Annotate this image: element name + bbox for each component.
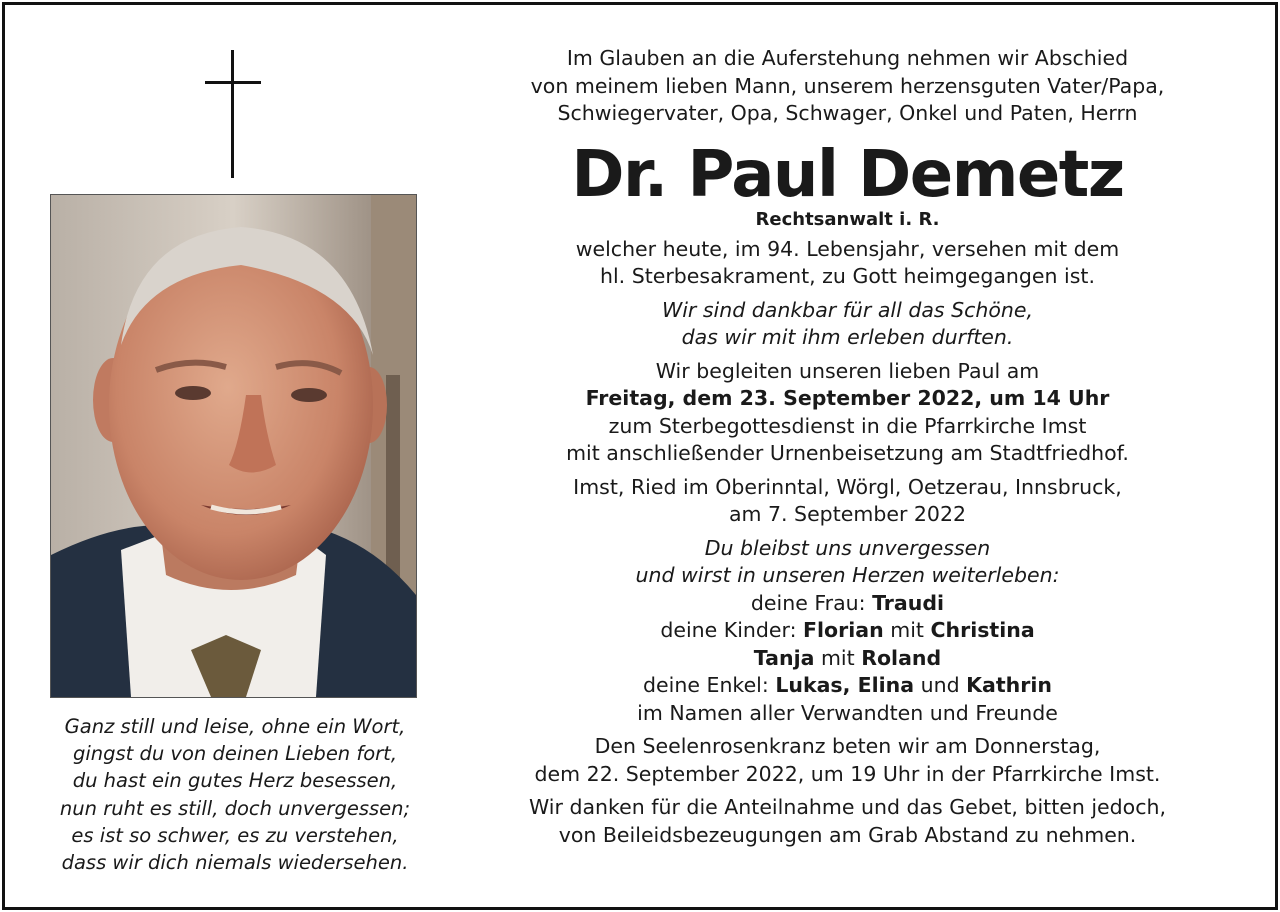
poem-line: dass wir dich niemals wiedersehen. — [61, 851, 409, 875]
funeral-date: Freitag, dem 23. September 2022, um 14 Uhr — [585, 386, 1110, 410]
mourner-children: deine Kinder: Florian mit Christina — [660, 618, 1035, 642]
place-date: Imst, Ried im Oberinntal, Wörgl, Oetzerau, Innsbruck, am 7. September 2022 — [573, 474, 1122, 526]
deceased-name: Dr. Paul Demetz — [571, 137, 1124, 212]
rosary-info: Den Seelenrosenkranz beten wir am Donnerstag, dem 22. September 2022, um 19 Uhr in der Pfarrkirche Imst. — [534, 734, 1161, 786]
mourner-relatives: im Namen aller Verwandten und Freunde — [637, 700, 1058, 725]
funeral-info: Wir begleiten unseren lieben Paul am Freitag, dem 23. September 2022, um 14 Uhr zum Sterbegottesdienst in die Pfarrkirche Imst mit anschließender Urnenbeisetzung am Stadtfriedhof. — [485, 358, 1210, 468]
latin-cross-icon — [205, 50, 261, 178]
memorial-poem — [25, 713, 445, 876]
portrait-photo — [50, 194, 417, 698]
mourners-list — [485, 590, 1210, 728]
poem-line: du hast ein gutes Herz besessen, — [72, 769, 398, 793]
memory-quote: Du bleibst uns unvergessen und wirst in unseren Herzen weiterleben: — [635, 535, 1060, 587]
death-announcement: welcher heute, im 94. Lebensjahr, versehen mit dem hl. Sterbesakrament, zu Gott heimgegangen ist. — [575, 236, 1120, 288]
notice-text — [485, 45, 1210, 849]
intro-text: Im Glauben an die Auferstehung nehmen wir Abschied von meinem lieben Mann, unserem herzensguten Vater/Papa, Schwiegervater, Opa, Schwager, Onkel und Paten, Herrn — [530, 46, 1165, 125]
poem-line: Ganz still und leise, ohne ein Wort, — [64, 715, 406, 738]
poem-line: es ist so schwer, es zu verstehen, — [71, 823, 399, 847]
poem-line: gingst du von deinen Lieben fort, — [72, 742, 398, 766]
poem-line: nun ruht es still, doch unvergessen; — [59, 796, 411, 820]
gratitude-quote: Wir sind dankbar für all das Schöne, das wir mit ihm erleben durften. — [661, 297, 1034, 349]
obituary-notice — [2, 2, 1278, 910]
mourner-children-2: Tanja mit Roland — [753, 645, 942, 670]
mourner-wife: deine Frau: Traudi — [750, 590, 945, 615]
thanks-note: Wir danken für die Anteilnahme und das Gebet, bitten jedoch, von Beileidsbezeugungen am Grab Abstand zu nehmen. — [528, 795, 1166, 847]
mourner-grandchildren: deine Enkel: Lukas, Elina und Kathrin — [643, 673, 1052, 697]
profession: Rechtsanwalt i. R. — [755, 208, 940, 230]
